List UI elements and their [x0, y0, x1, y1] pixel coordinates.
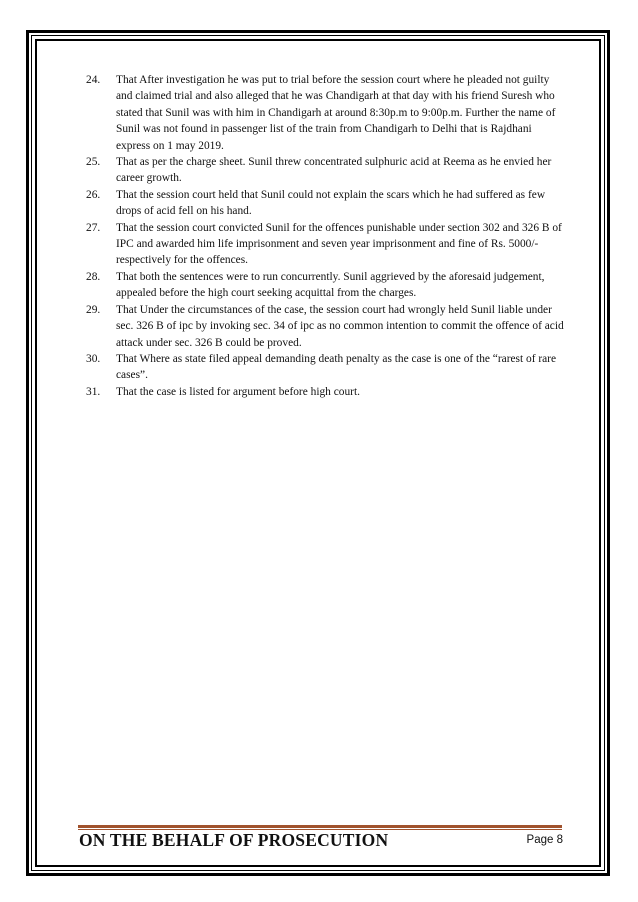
- item-number: 26.: [86, 188, 101, 201]
- footer-title: ON THE BEHALF OF PROSECUTION: [79, 830, 389, 850]
- item-number: 28.: [86, 270, 101, 283]
- item-text: That both the sentences were to run concurrently. Sunil aggrieved by the aforesaid judgement, appealed before the high court seeking acquittal from the charges.: [116, 270, 545, 300]
- item-text: That After investigation he was put to trial before the session court where he pleaded not guilty and claimed trial and also alleged that he was Chandigarh at that day with his friend Suresh who stated that Sunil was with him in Chandigarh at around 8:30p.m to 9:00p.m. Further the name of Sunil was not found in passenger list of the train from Chandigarh to Delhi that is Rajdhani express on 1 may 2019.: [116, 74, 556, 152]
- item-text: That the session court convicted Sunil for the offences punishable under section 302 and 326 B of IPC and awarded him life imprisonment and seven year imprisonment and fine of Rs. 5000/- respectively for the offences.: [116, 221, 562, 267]
- list-item: [86, 269, 566, 302]
- list-item: [86, 72, 566, 154]
- item-text: That the session court held that Sunil could not explain the scars which he had suffered as few drops of acid fell on his hand.: [116, 188, 546, 218]
- item-number: 24.: [86, 74, 101, 86]
- item-text: That as per the charge sheet. Sunil threw concentrated sulphuric acid at Reema as he envied her career growth.: [116, 156, 552, 185]
- item-number: 30.: [86, 352, 101, 365]
- footer-divider: [78, 825, 562, 828]
- list-item: [86, 351, 566, 384]
- item-number: 29.: [86, 303, 101, 316]
- numbered-list: [86, 72, 566, 400]
- item-number: 25.: [86, 156, 101, 169]
- list-item: [86, 187, 566, 220]
- list-item: [86, 302, 566, 351]
- list-item: [86, 384, 566, 400]
- list-item: [86, 154, 566, 187]
- item-number: 31.: [86, 385, 101, 398]
- item-number: 27.: [86, 221, 101, 234]
- page-number: Page 8: [526, 834, 563, 846]
- item-text: That Under the circumstances of the case, the session court had wrongly held Sunil liable under sec. 326 B of ipc by invoking sec. 34 of ipc as no common intention to commit the offence of acid attack under sec. 326 B could be proved.: [116, 303, 564, 349]
- list-item: [86, 220, 566, 269]
- item-text: That the case is listed for argument before high court.: [116, 385, 360, 398]
- item-text: That Where as state filed appeal demanding death penalty as the case is one of the “rarest of rare cases”.: [116, 352, 557, 382]
